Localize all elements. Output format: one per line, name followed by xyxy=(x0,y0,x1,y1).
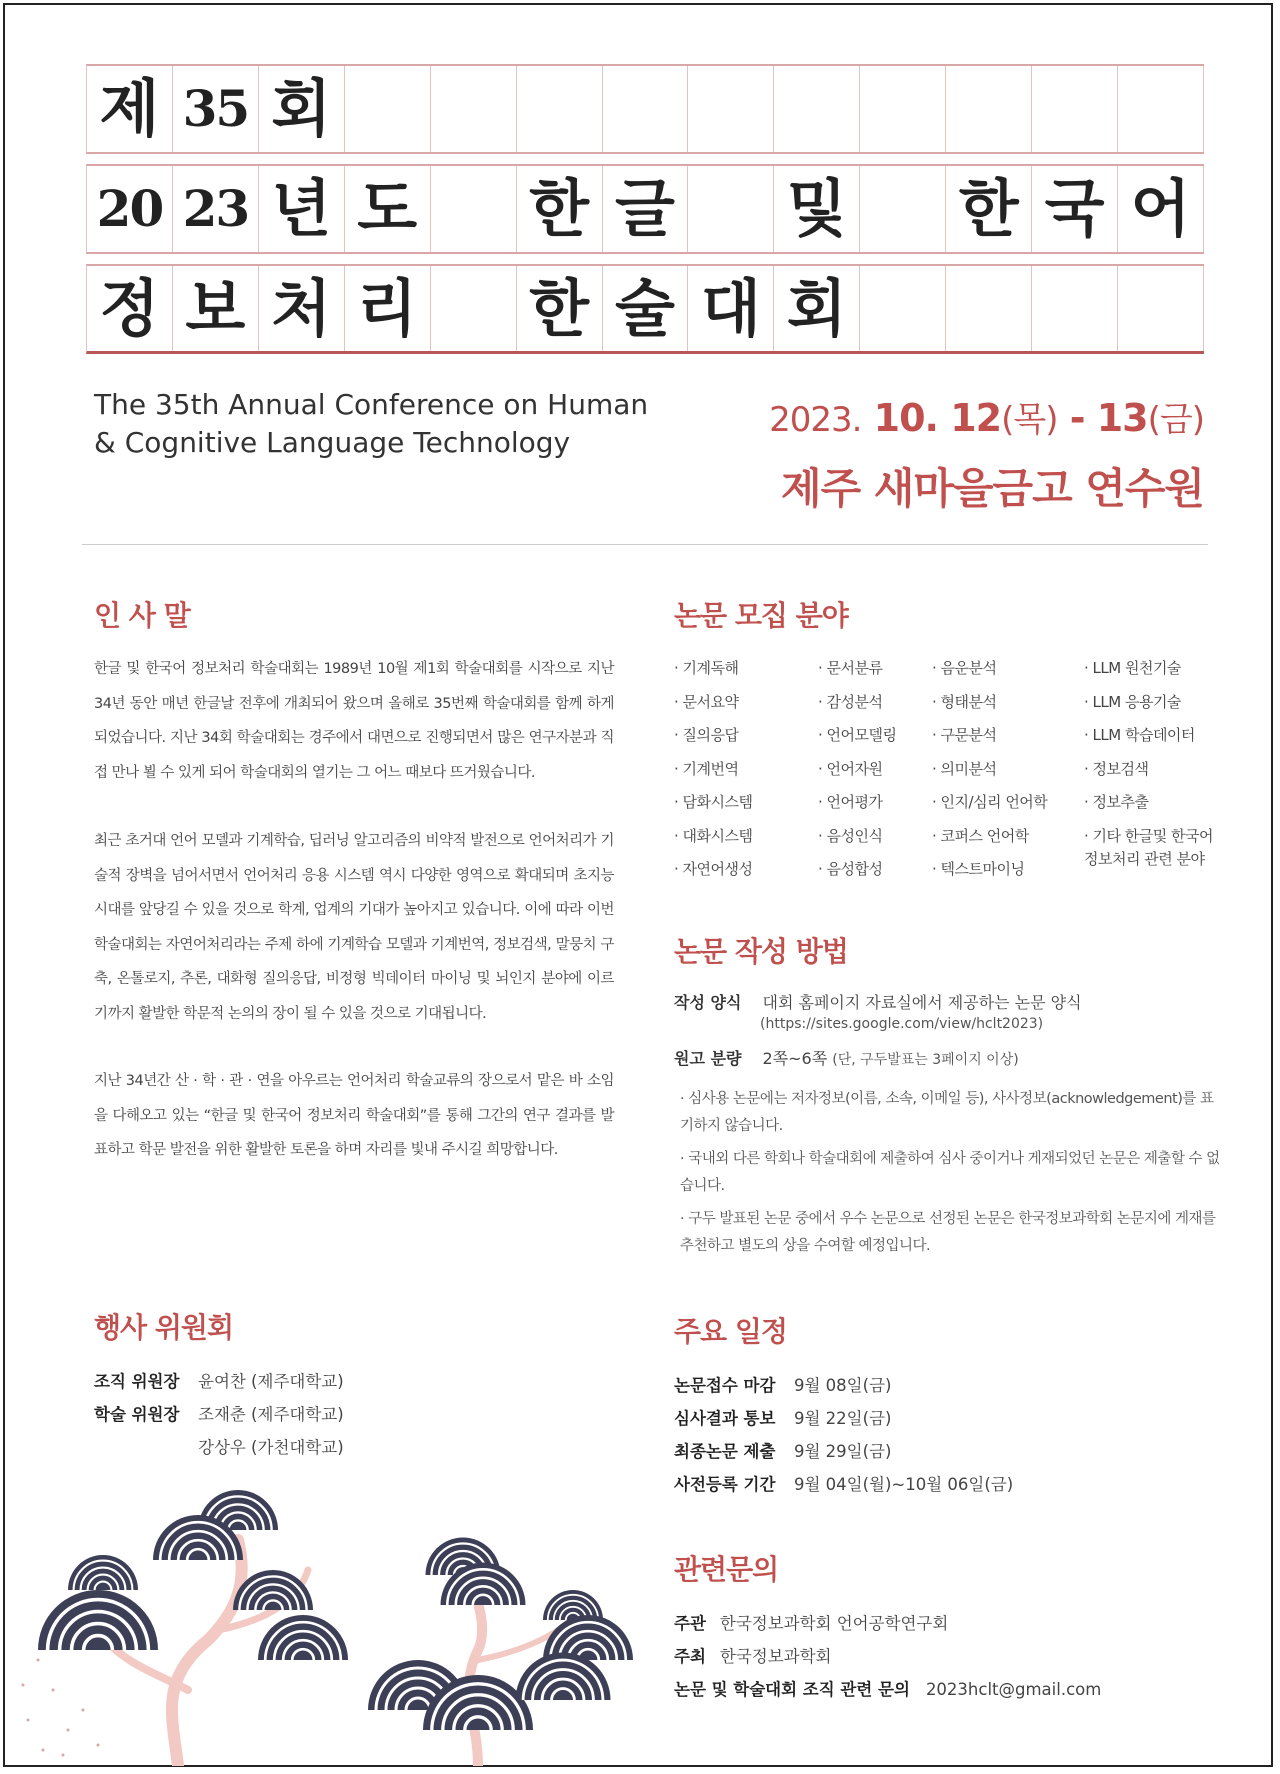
title-cell: 도 xyxy=(345,166,431,252)
title-cell xyxy=(431,66,517,152)
title-cell: 어 xyxy=(1118,166,1204,252)
schedule-value: 9월 22일(금) xyxy=(794,1409,892,1428)
title-cell: 처 xyxy=(259,266,345,351)
title-cell xyxy=(860,66,946,152)
title-cell: 년 xyxy=(259,166,345,252)
greeting-paragraph-1: 한글 및 한국어 정보처리 학술대회는 1989년 10월 제1회 학술대회를 시작으로 지난 34년 동안 매년 한글날 전후에 개최되어 왔으며 올해로 35번째 학술대회를 함께 하게 되었습니다. 지난 34회 학술대회는 경주에서 대면으로 진행되면서 많은 연구자분과 직접 만나 뵐 수 있게 되어 학술대회의 열기는 그 어느 때보다 뜨거웠습니다. xyxy=(94,661,614,781)
title-cell: 보 xyxy=(173,266,259,351)
english-title-line-1: The 35th Annual Conference on Human xyxy=(94,388,649,421)
date-dow-2: (금) xyxy=(1147,400,1204,440)
title-cell: 글 xyxy=(603,166,689,252)
schedule-row xyxy=(674,1471,1013,1495)
title-cell xyxy=(1032,266,1118,351)
contact-value: 한국정보과학회 xyxy=(719,1647,832,1666)
field-item: · 텍스트마이닝 xyxy=(932,860,1025,878)
committee-row xyxy=(94,1434,344,1458)
header-divider xyxy=(82,544,1208,545)
field-item: · 문서요약 xyxy=(674,692,739,711)
fields-column-2 xyxy=(818,652,897,887)
field-item: · LLM 학습데이터 xyxy=(1084,726,1195,744)
date-day-1: 12 xyxy=(950,396,1002,440)
field-item: · LLM 원천기술 xyxy=(1084,659,1181,677)
field-item: · 질의응답 xyxy=(674,726,739,744)
title-cell: 술 xyxy=(603,266,689,351)
date-month: 10. xyxy=(873,396,938,440)
committee-row xyxy=(94,1368,344,1392)
format-label: 작성 양식 xyxy=(674,993,742,1012)
title-cell: 리 xyxy=(345,266,431,351)
title-grid xyxy=(86,64,1204,364)
schedule-label: 사전등록 기간 xyxy=(674,1475,776,1494)
field-item: · 언어자원 xyxy=(818,759,883,778)
title-cell: 및 xyxy=(774,166,860,252)
field-item: · 코퍼스 언어학 xyxy=(932,826,1029,845)
field-item: · 감성분석 xyxy=(818,692,883,711)
title-cell: 제 xyxy=(87,66,173,152)
field-item: · 구문분석 xyxy=(932,726,997,744)
fields-heading: 논문 모집 분야 xyxy=(674,599,848,632)
title-cell xyxy=(1118,66,1204,152)
title-cell: 23 xyxy=(173,166,259,252)
contact-row xyxy=(674,1676,1101,1700)
title-cell xyxy=(688,166,774,252)
writing-note: · 국내외 다른 학회나 학술대회에 제출하여 심사 중이거나 게재되었던 논문은 제출할 수 없습니다. xyxy=(680,1151,1220,1194)
committee-value: 윤여찬 (제주대학교) xyxy=(198,1372,344,1391)
title-cell xyxy=(688,66,774,152)
english-title-line-2: & Cognitive Language Technology xyxy=(94,426,571,459)
field-item: · 정보추출 xyxy=(1084,793,1149,811)
title-cell xyxy=(946,266,1032,351)
title-cell xyxy=(1118,266,1204,351)
field-item: · 기계독해 xyxy=(674,659,739,677)
event-date xyxy=(769,392,1204,441)
length-label: 원고 분량 xyxy=(674,1049,742,1068)
title-row-1 xyxy=(86,64,1204,154)
title-cell: 한 xyxy=(517,166,603,252)
date-day-2: 13 xyxy=(1096,396,1148,440)
title-cell xyxy=(431,266,517,351)
date-separator: - xyxy=(1069,396,1085,440)
title-cell: 정 xyxy=(87,266,173,351)
title-cell xyxy=(946,66,1032,152)
title-row-3 xyxy=(86,264,1204,354)
writing-note: · 구두 발표된 논문 중에서 우수 논문으로 선정된 논문은 한국정보과학회 논문지에 게재를 추천하고 별도의 상을 수여할 예정입니다. xyxy=(680,1211,1216,1254)
format-value: 대회 홈페이지 자료실에서 제공하는 논문 양식 xyxy=(762,993,1082,1012)
title-cell xyxy=(774,66,860,152)
contact-value: 한국정보과학회 언어공학연구회 xyxy=(719,1614,949,1633)
title-cell xyxy=(603,66,689,152)
date-dow-1: (목) xyxy=(1001,400,1058,440)
contact-label: 주관 xyxy=(674,1614,706,1633)
contact-row xyxy=(674,1610,948,1634)
schedule-value: 9월 08일(금) xyxy=(794,1376,892,1395)
field-item: · 기타 한글및 한국어 정보처리 관련 분야 xyxy=(1084,826,1213,868)
title-cell xyxy=(345,66,431,152)
field-item: · 기계번역 xyxy=(674,759,739,778)
field-item: · 의미분석 xyxy=(932,759,997,778)
field-item: · 인지/심리 언어학 xyxy=(932,793,1048,811)
length-row xyxy=(674,1046,1019,1069)
length-note: (단, 구두발표는 3페이지 이상) xyxy=(832,1052,1019,1068)
title-cell: 20 xyxy=(87,166,173,252)
title-cell: 회 xyxy=(259,66,345,152)
contact-heading: 관련문의 xyxy=(674,1553,779,1586)
committee-heading: 행사 위원회 xyxy=(94,1311,233,1344)
schedule-label: 심사결과 통보 xyxy=(674,1409,776,1428)
fields-list xyxy=(674,652,1234,892)
field-item: · 언어모델링 xyxy=(818,726,897,744)
schedule-row xyxy=(674,1372,891,1396)
title-cell xyxy=(431,166,517,252)
title-cell xyxy=(1032,66,1118,152)
length-value: 2쪽~6쪽 xyxy=(762,1049,828,1068)
title-cell xyxy=(860,266,946,351)
schedule-value: 9월 29일(금) xyxy=(794,1442,892,1461)
title-cell: 한 xyxy=(517,266,603,351)
field-item: · 담화시스템 xyxy=(674,793,753,811)
greeting-heading: 인 사 말 xyxy=(94,599,190,632)
contact-label: 논문 및 학술대회 조직 관련 문의 xyxy=(674,1680,910,1699)
field-item: · 음성합성 xyxy=(818,860,883,878)
date-year: 2023. xyxy=(769,400,862,440)
field-item: · 음운분석 xyxy=(932,659,997,677)
committee-row xyxy=(94,1401,344,1425)
contact-label: 주최 xyxy=(674,1647,706,1666)
title-cell xyxy=(860,166,946,252)
title-cell: 35 xyxy=(173,66,259,152)
english-title xyxy=(94,386,648,462)
cloud-tree-illustration xyxy=(8,1460,648,1766)
venue: 제주 새마을금고 연수원 xyxy=(781,464,1204,513)
writing-heading: 논문 작성 방법 xyxy=(674,935,848,968)
schedule-heading: 주요 일정 xyxy=(674,1315,787,1348)
committee-value: 강상우 (가천대학교) xyxy=(198,1438,344,1457)
committee-value: 조재춘 (제주대학교) xyxy=(198,1405,344,1424)
field-item: · 형태분석 xyxy=(932,692,997,711)
field-item: · 대화시스템 xyxy=(674,826,753,845)
greeting-paragraph-3: 지난 34년간 산 · 학 · 관 · 연을 아우르는 언어처리 학술교류의 장으로서 맡은 바 소임을 다해오고 있는 “한글 및 한국어 정보처리 학술대회”를 통해 그간의 연구 결과를 발표하고 학문 발전을 위한 활발한 토론을 하며 자리를 빛내 주시길 희망합니다. xyxy=(94,1073,614,1158)
greeting-paragraph-2: 최근 초거대 언어 모델과 기계학습, 딥러닝 알고리즘의 비약적 발전으로 언어처리가 기술적 장벽을 넘어서면서 언어처리 응용 시스템 역시 다양한 영역으로 확대되며 초지능 시대를 앞당길 수 있을 것으로 학계, 업계의 기대가 높아지고 있습니다. 이에 따라 이번 학술대회는 자연어처리라는 주제 하에 기계학습 모델과 기계번역, 정보검색, 말뭉치 구축, 온톨로지, 추론, 대화형 질의응답, 비정형 빅데이터 마이닝 및 뇌인지 분야에 이르기까지 활발한 학문적 논의의 장이 될 수 있을 것으로 기대됩니다. xyxy=(94,833,614,1022)
writing-note: · 심사용 논문에는 저자정보(이름, 소속, 이메일 등), 사사정보(acknowledgement)를 표기하지 않습니다. xyxy=(680,1091,1214,1134)
committee-label: 조직 위원장 xyxy=(94,1372,180,1391)
field-item: · 음성인식 xyxy=(818,826,883,845)
fields-column-4 xyxy=(1084,652,1224,871)
contact-email[interactable]: 2023hclt@gmail.com xyxy=(925,1680,1102,1699)
field-item: · LLM 응용기술 xyxy=(1084,692,1181,711)
dot-pattern xyxy=(22,1659,100,1757)
title-row-2 xyxy=(86,164,1204,254)
title-cell: 국 xyxy=(1032,166,1118,252)
committee-label: 학술 위원장 xyxy=(94,1405,180,1424)
field-item: · 문서분류 xyxy=(818,659,883,677)
title-cell xyxy=(517,66,603,152)
writing-notes xyxy=(680,1086,1220,1266)
schedule-row xyxy=(674,1405,891,1429)
schedule-row xyxy=(674,1438,891,1462)
schedule-label: 최종논문 제출 xyxy=(674,1442,776,1461)
format-row xyxy=(674,990,1082,1013)
fields-column-3 xyxy=(932,652,1047,887)
title-cell: 대 xyxy=(688,266,774,351)
field-item: · 언어평가 xyxy=(818,793,883,811)
title-cell: 한 xyxy=(946,166,1032,252)
fields-column-1 xyxy=(674,652,753,887)
cloud-mounds xyxy=(38,1490,633,1730)
format-url: (https://sites.google.com/view/hclt2023) xyxy=(760,1016,1044,1032)
contact-row xyxy=(674,1643,831,1667)
schedule-label: 논문접수 마감 xyxy=(674,1376,776,1395)
field-item: · 정보검색 xyxy=(1084,759,1149,778)
title-cell: 회 xyxy=(774,266,860,351)
field-item: · 자연어생성 xyxy=(674,860,753,878)
schedule-value: 9월 04일(월)~10월 06일(금) xyxy=(794,1475,1014,1494)
